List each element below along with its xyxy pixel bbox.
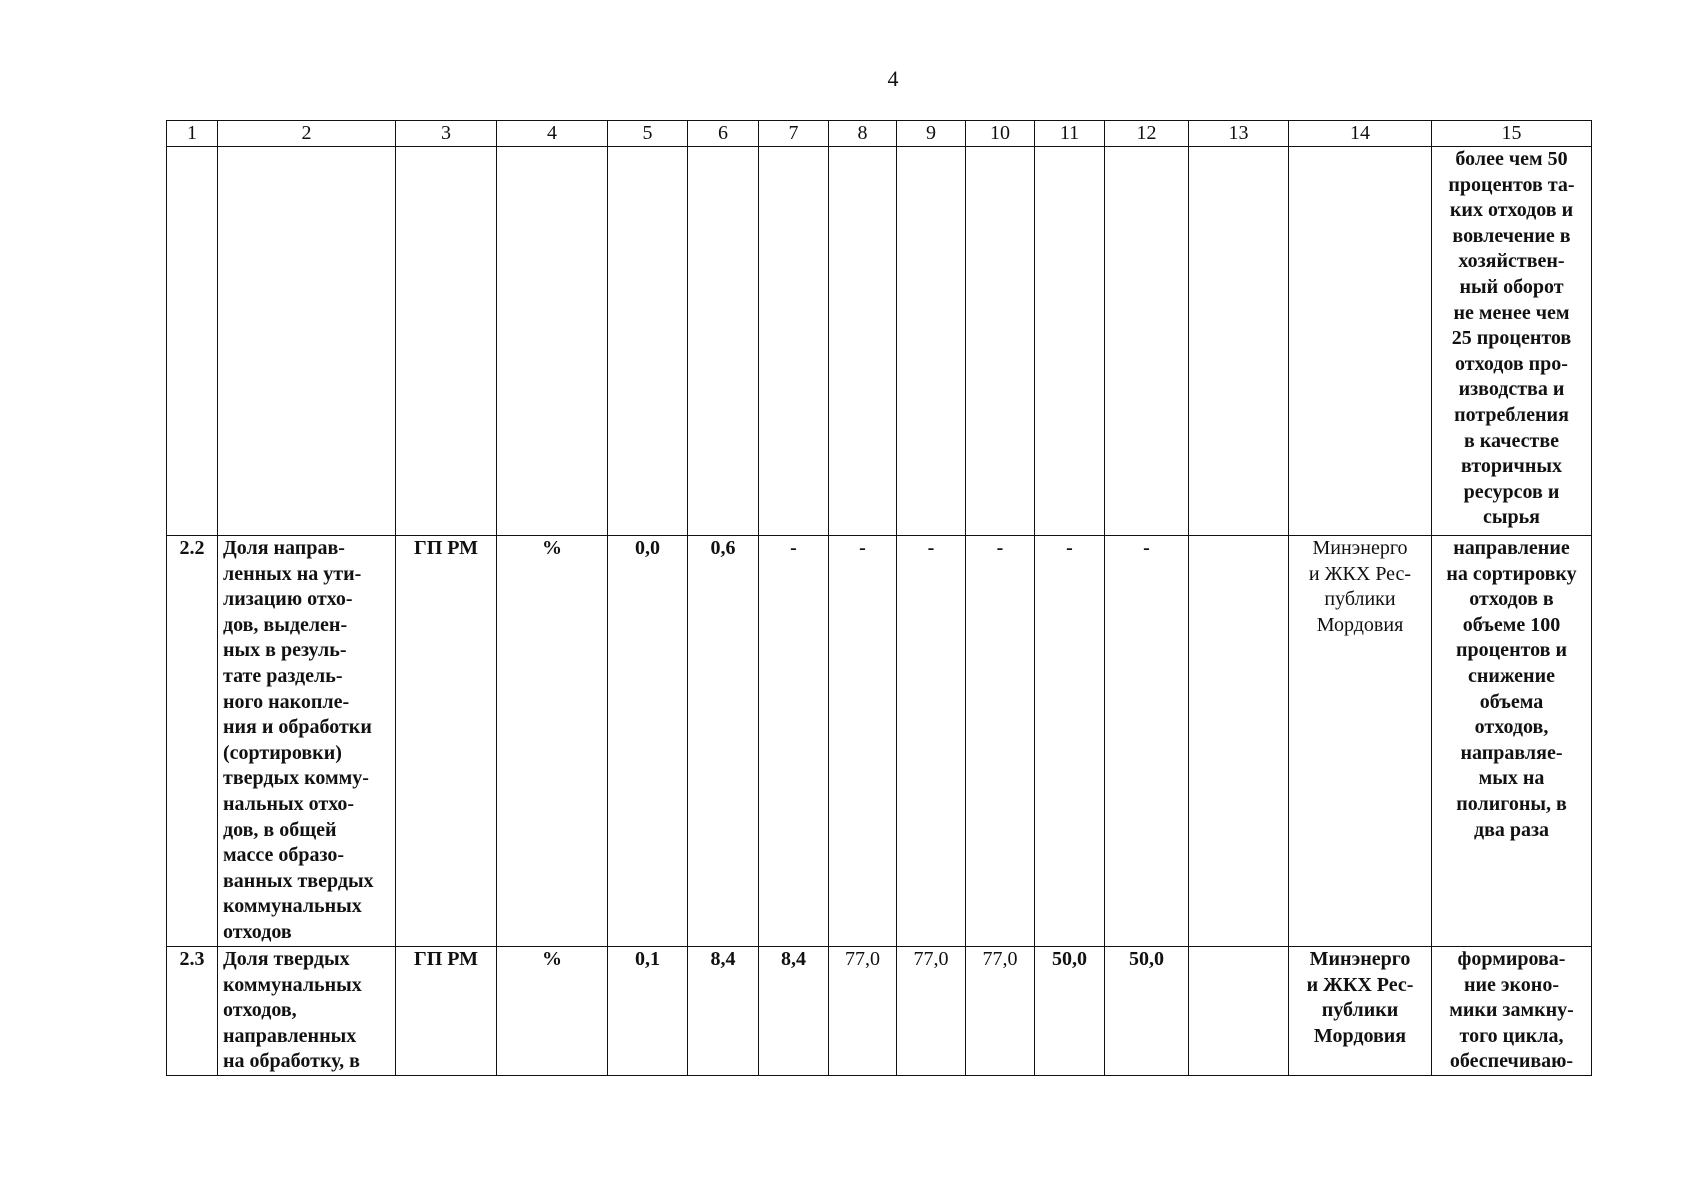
value-cell: 77,0 [829,947,897,1076]
header-cell: 11 [1035,121,1105,147]
value-cell [688,147,759,536]
row-number: 2.3 [167,947,218,1076]
value-cell [1105,147,1189,536]
row-number [167,147,218,536]
value-cell: - [1035,536,1105,947]
header-cell: 9 [897,121,966,147]
table-row [167,147,1592,536]
column-13-cell [1189,536,1289,947]
header-cell: 10 [966,121,1035,147]
header-cell: 2 [218,121,396,147]
column-13-cell [1189,147,1289,536]
responsible-cell [1289,147,1432,536]
value-cell [966,147,1035,536]
header-cell: 8 [829,121,897,147]
value-cell [1035,147,1105,536]
value-cell: 0,1 [608,947,688,1076]
value-cell: 8,4 [759,947,829,1076]
header-cell: 5 [608,121,688,147]
value-cell: 0,0 [608,536,688,947]
header-cell: 6 [688,121,759,147]
responsible-cell: Минэнерго и ЖКХ Рес- публики Мордовия [1289,536,1432,947]
header-cell: 3 [396,121,497,147]
header-cell: 14 [1289,121,1432,147]
value-cell: 77,0 [966,947,1035,1076]
result-cell: направление на сортировку отходов в объеме 100 процентов и снижение объема отходов, направляе- мых на полигоны, в два раза [1432,536,1592,947]
header-cell: 7 [759,121,829,147]
value-cell: - [897,536,966,947]
page-number: 4 [887,66,899,91]
table-row [167,947,1592,1076]
source-cell: ГП РМ [396,536,497,947]
column-13-cell [1189,947,1289,1076]
result-cell: формирова- ние эконо- мики замкну- того цикла, обеспечиваю- [1432,947,1592,1076]
indicator-table [166,120,1592,1076]
source-cell [396,147,497,536]
header-cell: 4 [497,121,608,147]
table-header-row [167,121,1592,147]
unit-cell [497,147,608,536]
value-cell: 50,0 [1035,947,1105,1076]
header-cell: 15 [1432,121,1592,147]
header-cell: 13 [1189,121,1289,147]
value-cell: - [829,536,897,947]
indicator-name: Доля твердых коммунальных отходов, направленных на обработку, в [218,947,396,1076]
value-cell: 77,0 [897,947,966,1076]
value-cell: - [1105,536,1189,947]
table-row [167,536,1592,947]
value-cell [897,147,966,536]
unit-cell: % [497,536,608,947]
unit-cell: % [497,947,608,1076]
result-cell: более чем 50 процентов та- ких отходов и вовлечение в хозяйствен- ный оборот не менее чем 25 процентов отходов про- изводства и потребления в качестве вторичных ресурсов и сырья [1432,147,1592,536]
value-cell: 8,4 [688,947,759,1076]
value-cell [759,147,829,536]
row-number: 2.2 [167,536,218,947]
value-cell: 0,6 [688,536,759,947]
value-cell: - [759,536,829,947]
header-cell: 1 [167,121,218,147]
indicator-name: Доля направ- ленных на ути- лизацию отхо- дов, выделен- ных в резуль- тате раздель- ного накопле- ния и обработки (сортировки) твердых комму- нальных отхо- дов, в общей массе образо- ванных твердых коммунальных отходов [218,536,396,947]
value-cell [829,147,897,536]
value-cell: - [966,536,1035,947]
value-cell: 50,0 [1105,947,1189,1076]
header-cell: 12 [1105,121,1189,147]
indicator-name [218,147,396,536]
responsible-cell: Минэнерго и ЖКХ Рес- публики Мордовия [1289,947,1432,1076]
source-cell: ГП РМ [396,947,497,1076]
value-cell [608,147,688,536]
